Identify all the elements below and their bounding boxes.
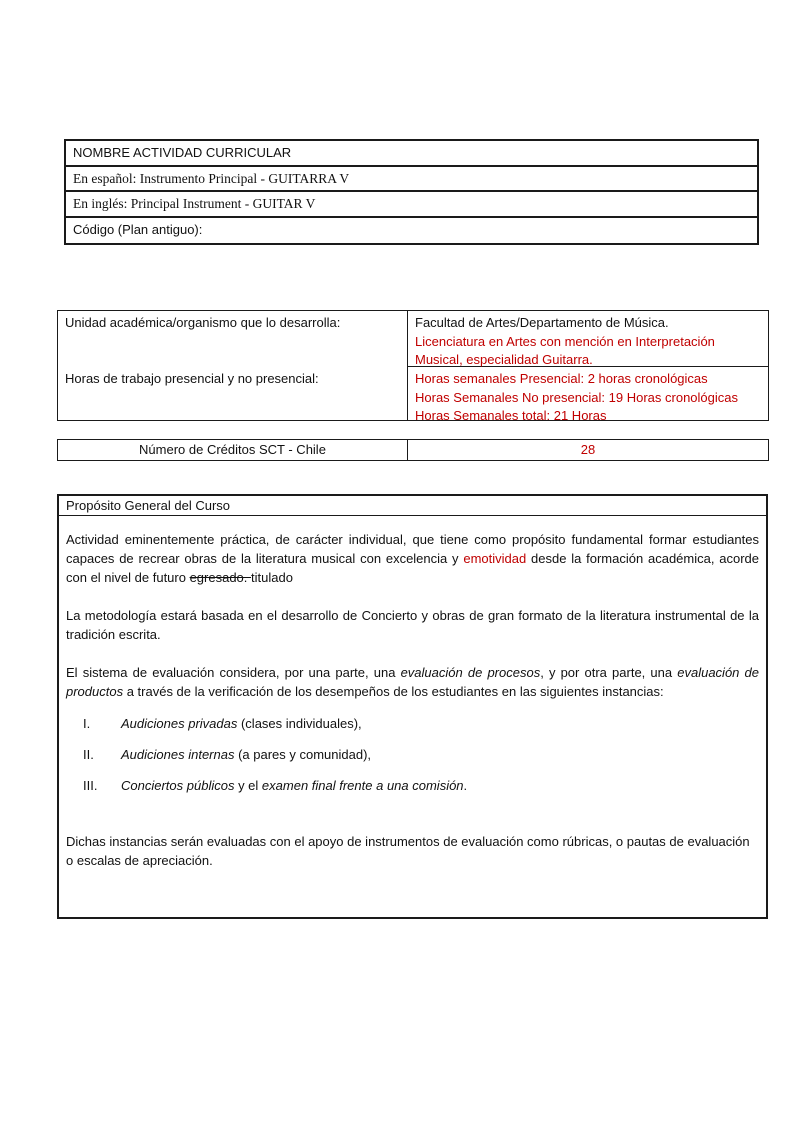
hours-total: Horas Semanales total: 21 Horas: [415, 408, 607, 423]
hours-label: Horas de trabajo presencial y no presencial:: [58, 367, 408, 420]
highlight-emotividad: emotividad: [463, 551, 527, 566]
emphasis: evaluación de productos: [66, 665, 759, 699]
list-text: [121, 776, 467, 795]
emphasis: Audiciones privadas: [121, 716, 238, 731]
text: a través de la verificación de los desempeños de los estudiantes en las siguientes instancias:: [123, 684, 664, 699]
evaluation-instances-list: [66, 714, 759, 795]
activity-name-header: NOMBRE ACTIVIDAD CURRICULAR: [66, 141, 757, 167]
hours-presencial: Horas semanales Presencial: 2 horas cronológicas: [415, 371, 708, 386]
text: titulado: [251, 570, 293, 585]
purpose-header: Propósito General del Curso: [59, 496, 766, 516]
emphasis: Conciertos públicos: [121, 778, 235, 793]
hours-value: [408, 367, 768, 423]
name-english: En inglés: Principal Instrument - GUITAR V: [66, 192, 757, 218]
faculty-text: Facultad de Artes/Departamento de Música.: [415, 315, 669, 330]
emphasis: Audiciones internas: [121, 747, 235, 762]
credits-table: [57, 439, 769, 461]
activity-name-table: [64, 139, 759, 245]
list-item: [66, 745, 759, 764]
text: (clases individuales),: [237, 716, 362, 731]
purpose-paragraph-1: [66, 530, 759, 587]
list-text: [121, 745, 371, 764]
text: El sistema de evaluación considera, por una parte, una: [66, 665, 401, 680]
code-old-plan: Código (Plan antiguo):: [73, 221, 203, 237]
list-number: II.: [83, 747, 94, 762]
credits-label: Número de Créditos SCT - Chile: [58, 440, 408, 460]
text: (a pares y comunidad),: [234, 747, 372, 762]
list-number: III.: [83, 778, 98, 793]
text: Actividad eminentemente práctica, de carácter individual, que tiene como propósito fundamental formar estudiantes capaces de recrear obras de la literatura musical con excelencia y: [66, 532, 759, 566]
methodology-paragraph: La metodología estará basada en el desarrollo de Concierto y obras de gran formato de la literatura instrumental de la tradición escrita.: [66, 608, 759, 642]
text: , y por otra parte, una: [540, 665, 678, 680]
emphasis: evaluación de procesos: [400, 665, 541, 680]
evaluation-paragraph: [66, 663, 759, 701]
list-text: [121, 714, 362, 733]
list-number: I.: [83, 716, 91, 731]
name-spanish: En español: Instrumento Principal - GUITARRA V: [66, 167, 757, 193]
instruments-paragraph: Dichas instancias serán evaluadas con el apoyo de instrumentos de evaluación como rúbricas, o pautas de evaluación o escalas de apreciación.: [66, 834, 750, 868]
text: y el: [234, 778, 262, 793]
course-purpose-box: [57, 494, 768, 919]
degree-line-1: Licenciatura en Artes con mención en Interpretación: [415, 333, 715, 349]
struck-text: egresado.: [189, 570, 252, 585]
list-item: [66, 776, 759, 795]
list-item: [66, 714, 759, 733]
emphasis: examen final frente a una comisión: [261, 778, 464, 793]
degree-line-2: Musical, especialidad Guitarra.: [415, 352, 593, 367]
academic-unit-label: Unidad académica/organismo que lo desarrolla:: [58, 311, 408, 367]
academic-unit-table: [57, 310, 769, 421]
text: desde la formación académica, acorde con el nivel de futuro: [66, 551, 759, 585]
purpose-body: [59, 530, 766, 870]
academic-unit-value: [408, 311, 768, 367]
credits-value: 28: [580, 442, 596, 457]
hours-no-presencial: Horas Semanales No presencial: 19 Horas cronológicas: [415, 389, 738, 405]
text: .: [463, 778, 468, 793]
